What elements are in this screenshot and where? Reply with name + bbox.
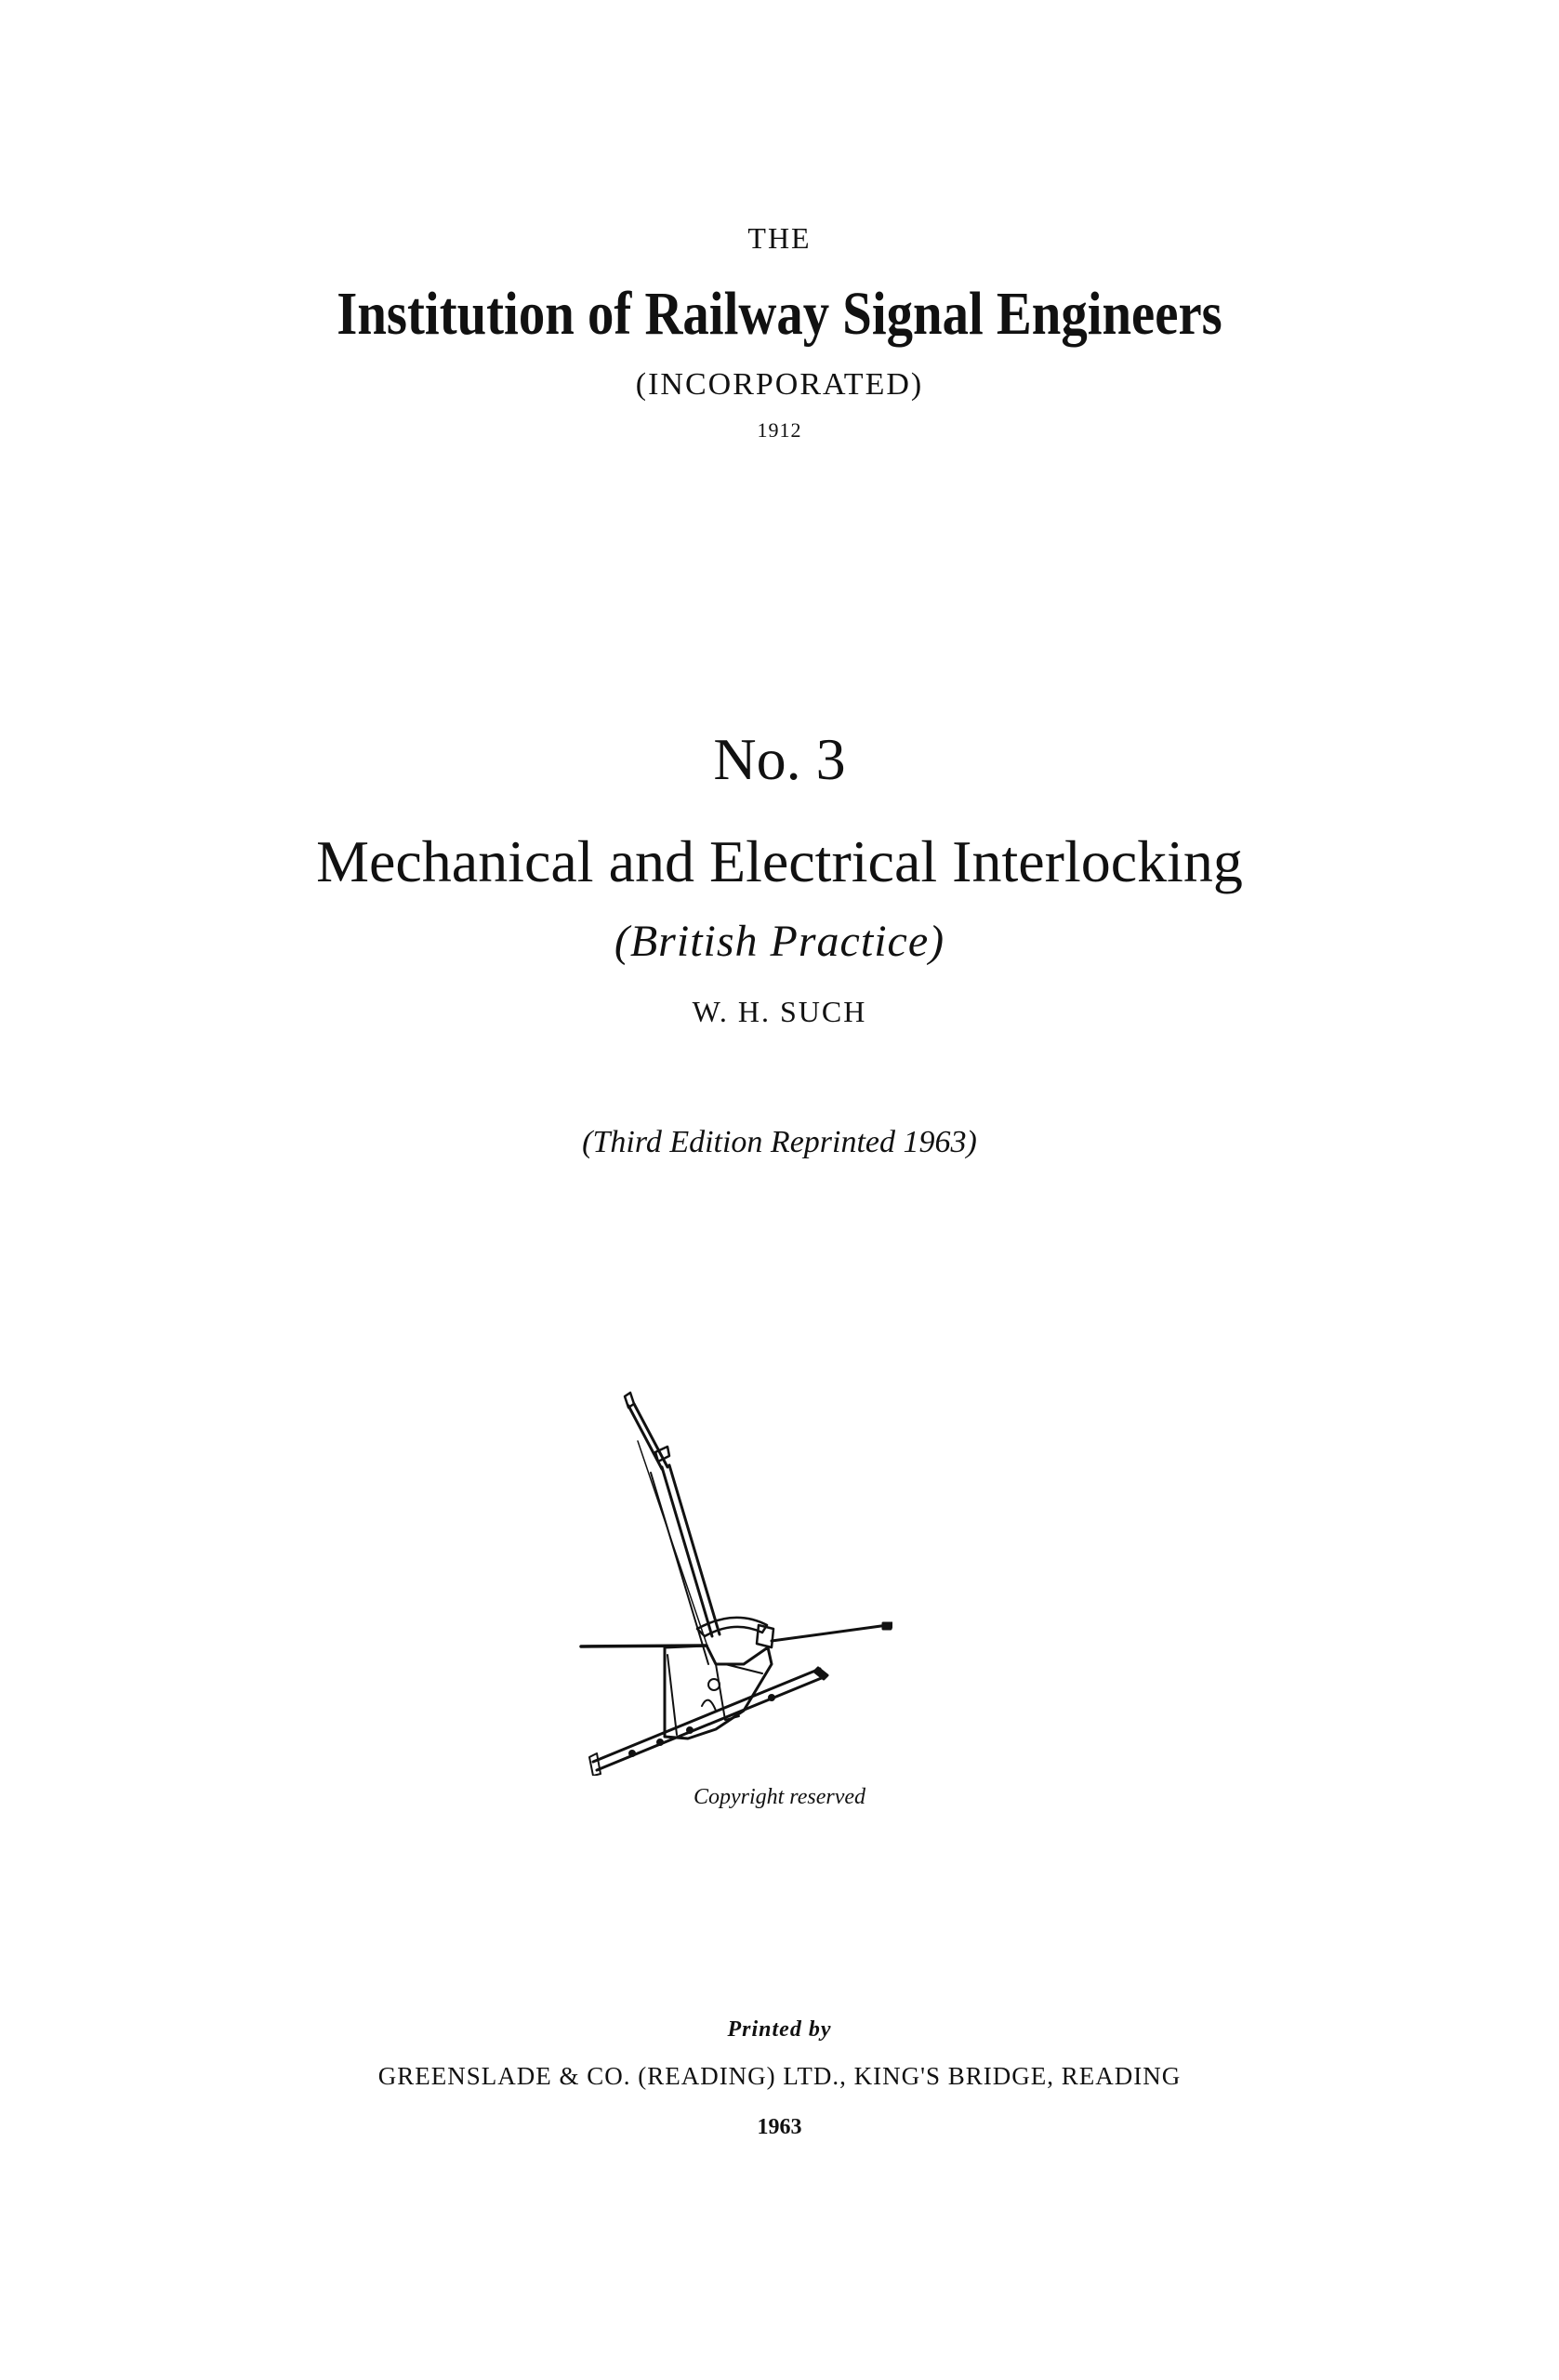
edition-note: (Third Edition Reprinted 1963) bbox=[582, 1125, 977, 1159]
institution-name: Institution of Railway Signal Engineers bbox=[337, 280, 1222, 348]
printed-by-label: Printed by bbox=[727, 2017, 832, 2042]
book-subtitle: (British Practice) bbox=[614, 917, 945, 966]
lever-frame-icon bbox=[576, 1385, 892, 1776]
incorporated-label: (INCORPORATED) bbox=[635, 367, 924, 402]
founded-year: 1912 bbox=[757, 418, 802, 442]
copyright-notice: Copyright reserved bbox=[693, 1785, 866, 1809]
book-author: W. H. SUCH bbox=[692, 995, 867, 1028]
print-year: 1963 bbox=[757, 2115, 802, 2139]
printer-name: GREENSLADE & CO. (READING) LTD., KING'S BRIDGE, READING bbox=[377, 2062, 1182, 2090]
header-the: THE bbox=[747, 221, 812, 255]
book-title: Mechanical and Electrical Interlocking bbox=[316, 828, 1243, 894]
book-number: No. 3 bbox=[713, 726, 846, 792]
